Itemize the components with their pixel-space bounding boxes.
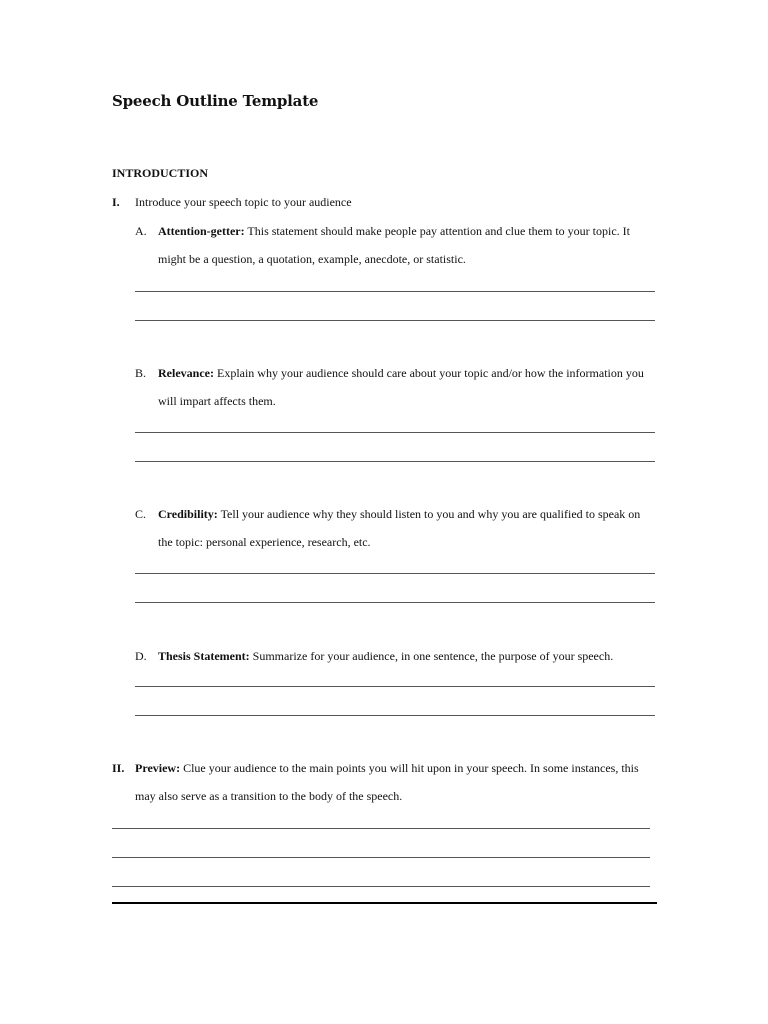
answer-line-ii2[interactable]	[112, 857, 650, 858]
sub-d-text1: Summarize for your audience, in one sentence, the purpose of your speech.	[249, 649, 614, 663]
sub-b-text1: Explain why your audience should care about your topic and/or how the information you	[213, 366, 644, 380]
sub-a-line2: might be a question, a quotation, example, anecdote, or statistic.	[158, 252, 466, 266]
answer-line-c2[interactable]	[135, 602, 655, 603]
item-ii-line1	[135, 761, 639, 776]
answer-line-a2[interactable]	[135, 320, 655, 321]
answer-line-d1[interactable]	[135, 686, 655, 687]
sub-d-letter: D.	[135, 649, 147, 663]
sub-c-line2: the topic: personal experience, research, etc.	[158, 535, 371, 549]
item-ii-text1: Clue your audience to the main points you will hit upon in your speech. In some instances, this	[180, 761, 639, 775]
sub-b-line2: will impart affects them.	[158, 394, 276, 408]
sub-b-label: Relevance:	[158, 366, 214, 380]
section-heading-introduction: INTRODUCTION	[112, 166, 209, 180]
item-i-text: Introduce your speech topic to your audience	[135, 195, 352, 209]
item-i-numeral: I.	[112, 195, 120, 209]
item-ii-line2: may also serve as a transition to the body of the speech.	[135, 789, 403, 803]
item-ii-numeral: II.	[112, 761, 125, 775]
sub-a-label: Attention-getter:	[158, 224, 245, 238]
answer-line-b2[interactable]	[135, 461, 655, 462]
sub-c-line1	[158, 507, 640, 522]
section-divider	[112, 902, 657, 904]
answer-line-c1[interactable]	[135, 573, 655, 574]
sub-b-line1	[158, 366, 644, 381]
answer-line-a1[interactable]	[135, 291, 655, 292]
sub-c-letter: C.	[135, 507, 147, 521]
sub-d-label: Thesis Statement:	[158, 649, 250, 663]
answer-line-ii1[interactable]	[112, 828, 650, 829]
sub-c-label: Credibility:	[158, 507, 218, 521]
sub-a-text1: This statement should make people pay attention and clue them to your topic. It	[244, 224, 630, 238]
sub-a-letter: A.	[135, 224, 147, 238]
page-title: Speech Outline Template	[112, 92, 319, 110]
answer-line-d2[interactable]	[135, 715, 655, 716]
answer-line-ii3[interactable]	[112, 886, 650, 887]
sub-a-line1	[158, 224, 630, 239]
sub-b-letter: B.	[135, 366, 147, 380]
item-ii-label: Preview:	[135, 761, 181, 775]
sub-d-line1	[158, 649, 613, 664]
sub-c-text1: Tell your audience why they should listen to you and why you are qualified to speak on	[217, 507, 641, 521]
answer-line-b1[interactable]	[135, 432, 655, 433]
